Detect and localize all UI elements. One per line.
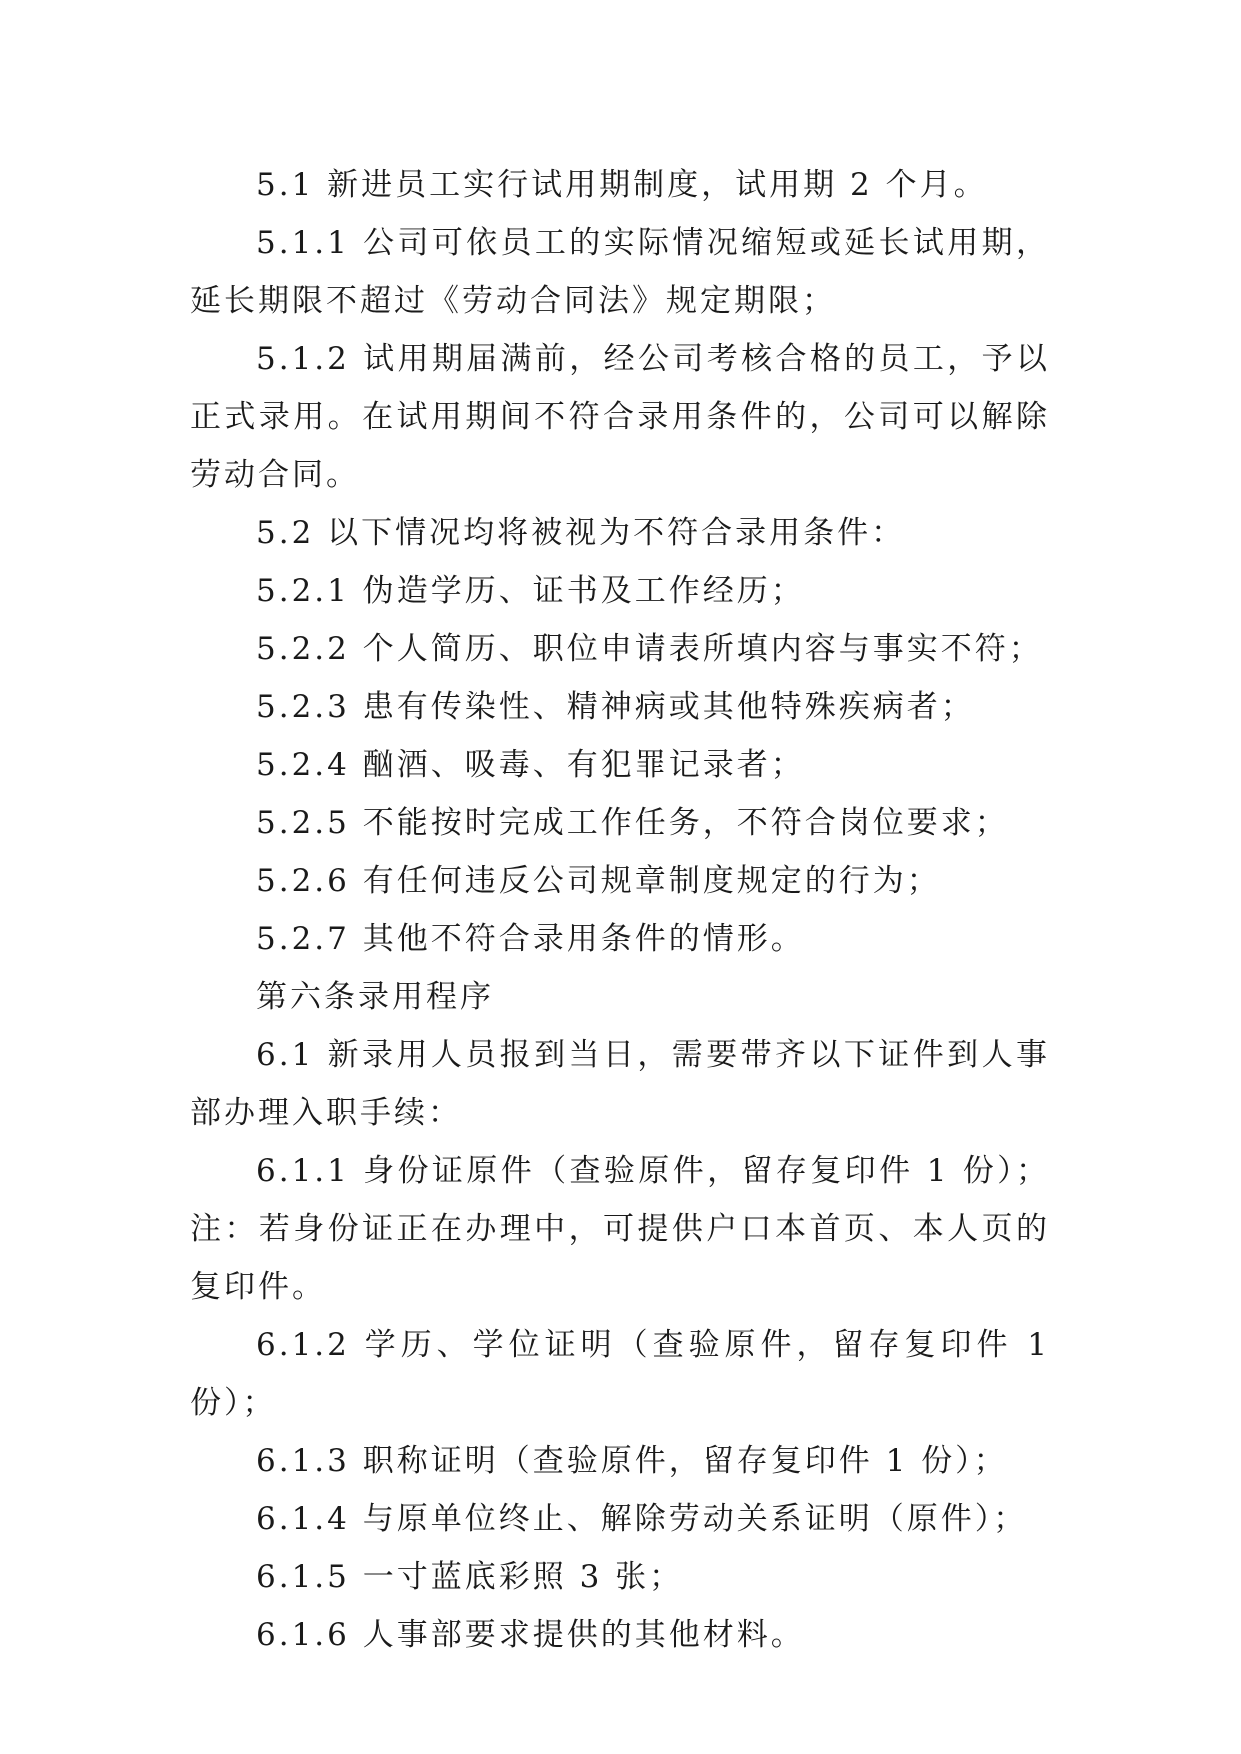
paragraph-6-1-3: 6.1.3 职称证明（查验原件，留存复印件 1 份）； xyxy=(256,1443,1008,1479)
paragraph-6-1-6: 6.1.6 人事部要求提供的其他材料。 xyxy=(256,1617,805,1653)
paragraph-5-2-4: 5.2.4 酗酒、吸毒、有犯罪记录者； xyxy=(256,747,805,783)
paragraph-5-2-3: 5.2.3 患有传染性、精神病或其他特殊疾病者； xyxy=(256,689,975,725)
paragraph-6-1-4: 6.1.4 与原单位终止、解除劳动关系证明（原件）； xyxy=(256,1501,1028,1537)
paragraph-5-2-6: 5.2.6 有任何违反公司规章制度规定的行为； xyxy=(256,863,941,899)
paragraph-6-1-5: 6.1.5 一寸蓝底彩照 3 张； xyxy=(256,1559,684,1595)
paragraph-5-1: 5.1 新进员工实行试用期制度，试用期 2 个月。 xyxy=(256,167,988,203)
paragraph-5-1-1: 5.1.1 公司可依员工的实际情况缩短或延长试用期，延长期限不超过《劳动合同法》规定期限； xyxy=(190,225,1050,319)
paragraph-5-2-7: 5.2.7 其他不符合录用条件的情形。 xyxy=(256,921,805,957)
paragraph-5-2-1: 5.2.1 伪造学历、证书及工作经历； xyxy=(256,573,805,609)
paragraph-6-1-1: 6.1.1 身份证原件（查验原件，留存复印件 1 份）；注：若身份证正在办理中，可提供户口本首页、本人页的复印件。 xyxy=(190,1153,1050,1305)
paragraph-5-2: 5.2 以下情况均将被视为不符合录用条件： xyxy=(256,515,906,551)
paragraph-5-2-5: 5.2.5 不能按时完成工作任务，不符合岗位要求； xyxy=(256,805,1009,841)
document-body xyxy=(190,156,1050,1664)
paragraph-6-1: 6.1 新录用人员报到当日，需要带齐以下证件到人事部办理入职手续： xyxy=(190,1037,1050,1131)
paragraph-5-2-2: 5.2.2 个人简历、职位申请表所填内容与事实不符； xyxy=(256,631,1043,667)
paragraph-5-1-2: 5.1.2 试用期届满前，经公司考核合格的员工，予以正式录用。在试用期间不符合录用条件的，公司可以解除劳动合同。 xyxy=(190,341,1050,493)
section-heading-article-6: 第六条录用程序 xyxy=(256,979,494,1015)
paragraph-6-1-2: 6.1.2 学历、学位证明（查验原件，留存复印件 1 份）； xyxy=(190,1327,1050,1421)
